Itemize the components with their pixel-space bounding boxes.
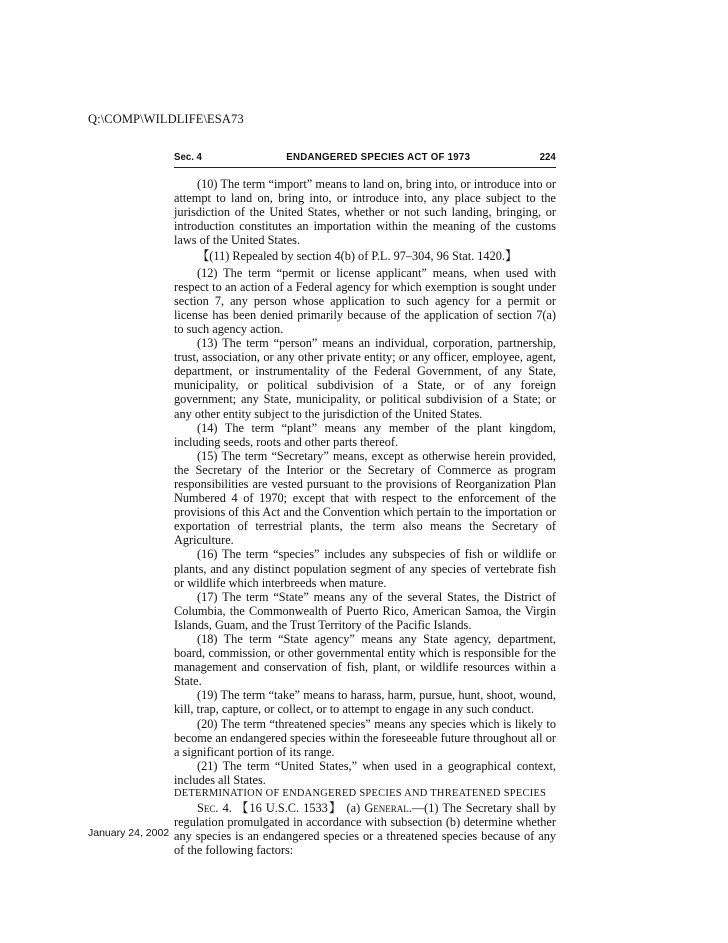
definition-paragraph-10: (10) The term “import” means to land on, bring into, or introduce into or attempt to land on, bring into, or introduce into, any place subject to the jurisdiction of the United States, whether or not such landing, bringing, or introduction constitutes an importation within the meaning of the customs laws of the United States.	[174, 177, 556, 248]
section-4-text: —(1) The Secretary shall by regulation promulgated in accordance with subsection (b) determine whether any species is an endangered species or a threatened species because of any of the following factors:	[174, 801, 557, 858]
definition-paragraph-12: (12) The term “permit or license applicant” means, when used with respect to an action of a Federal agency for which exemption is sought under section 7, any person whose application to such agency for a permit or license has been denied primarily because of the application of section 7(a) to such agency action.	[174, 265, 556, 336]
section-4-paragraph	[174, 801, 556, 857]
running-head-title: ENDANGERED SPECIES ACT OF 1973	[286, 151, 471, 163]
definition-paragraph-21: (21) The term “United States,” when used in a geographical context, includes all States.	[174, 758, 556, 787]
section-label: Sec. 4.	[197, 801, 232, 816]
file-path: Q:\COMP\WILDLIFE\ESA73	[88, 112, 244, 126]
usc-citation: 【16 U.S.C. 1533】	[236, 801, 343, 816]
definition-paragraph-14: (14) The term “plant” means any member of the plant kingdom, including seeds, roots and other parts thereof.	[174, 420, 556, 449]
subsection-title: General.	[364, 801, 412, 816]
page-number: 224	[539, 151, 556, 163]
definition-paragraph-17: (17) The term “State” means any of the several States, the District of Columbia, the Commonwealth of Puerto Rico, American Samoa, the Virgin Islands, Guam, and the Trust Territory of the Pacific Islands.	[174, 589, 556, 632]
definition-paragraph-15: (15) The term “Secretary” means, except as otherwise herein provided, the Secretary of the Interior or the Secretary of Commerce as program responsibilities are vested pursuant to the provisions of Reorganization Plan Numbered 4 of 1970; except that with respect to the enforcement of the provisions of this Act and the Convention which pertain to the importation or exportation of terrestrial plants, the term also means the Secretary of Agriculture.	[174, 448, 556, 548]
definition-paragraph-19: (19) The term “take” means to harass, harm, pursue, hunt, shoot, wound, kill, trap, capture, or collect, or to attempt to engage in any such conduct.	[174, 688, 556, 717]
definition-paragraph-11-repealed: 【(11) Repealed by section 4(b) of P.L. 97–304, 96 Stat. 1420.】	[197, 249, 518, 264]
footer-date: January 24, 2002	[88, 827, 170, 839]
definition-paragraph-20: (20) The term “threatened species” means any species which is likely to become an endangered species within the foreseeable future throughout all or a significant portion of its range.	[174, 716, 556, 759]
subsection-number: (a)	[346, 801, 361, 816]
definition-paragraph-18: (18) The term “State agency” means any State agency, department, board, commission, or other governmental entity which is responsible for the management and conservation of fish, plant, or wildlife resources within a State.	[174, 632, 556, 689]
running-head-section: Sec. 4	[174, 151, 202, 163]
document-body	[174, 177, 556, 858]
definition-paragraph-16: (16) The term “species” includes any subspecies of fish or wildlife or plants, and any distinct population segment of any species of vertebrate fish or wildlife which interbreeds when mature.	[174, 547, 556, 590]
header-rule	[174, 167, 556, 168]
section-heading: DETERMINATION OF ENDANGERED SPECIES AND THREATENED SPECIES	[174, 788, 547, 800]
definition-paragraph-13: (13) The term “person” means an individual, corporation, partnership, trust, association, or any other private entity; or any officer, employee, agent, department, or instrumentality of the Federal Government, of any State, municipality, or political subdivision of a State, or of any foreign government; any State, municipality, or political subdivision of a State; or any other entity subject to the jurisdiction of the United States.	[174, 336, 556, 421]
running-head	[174, 151, 556, 167]
